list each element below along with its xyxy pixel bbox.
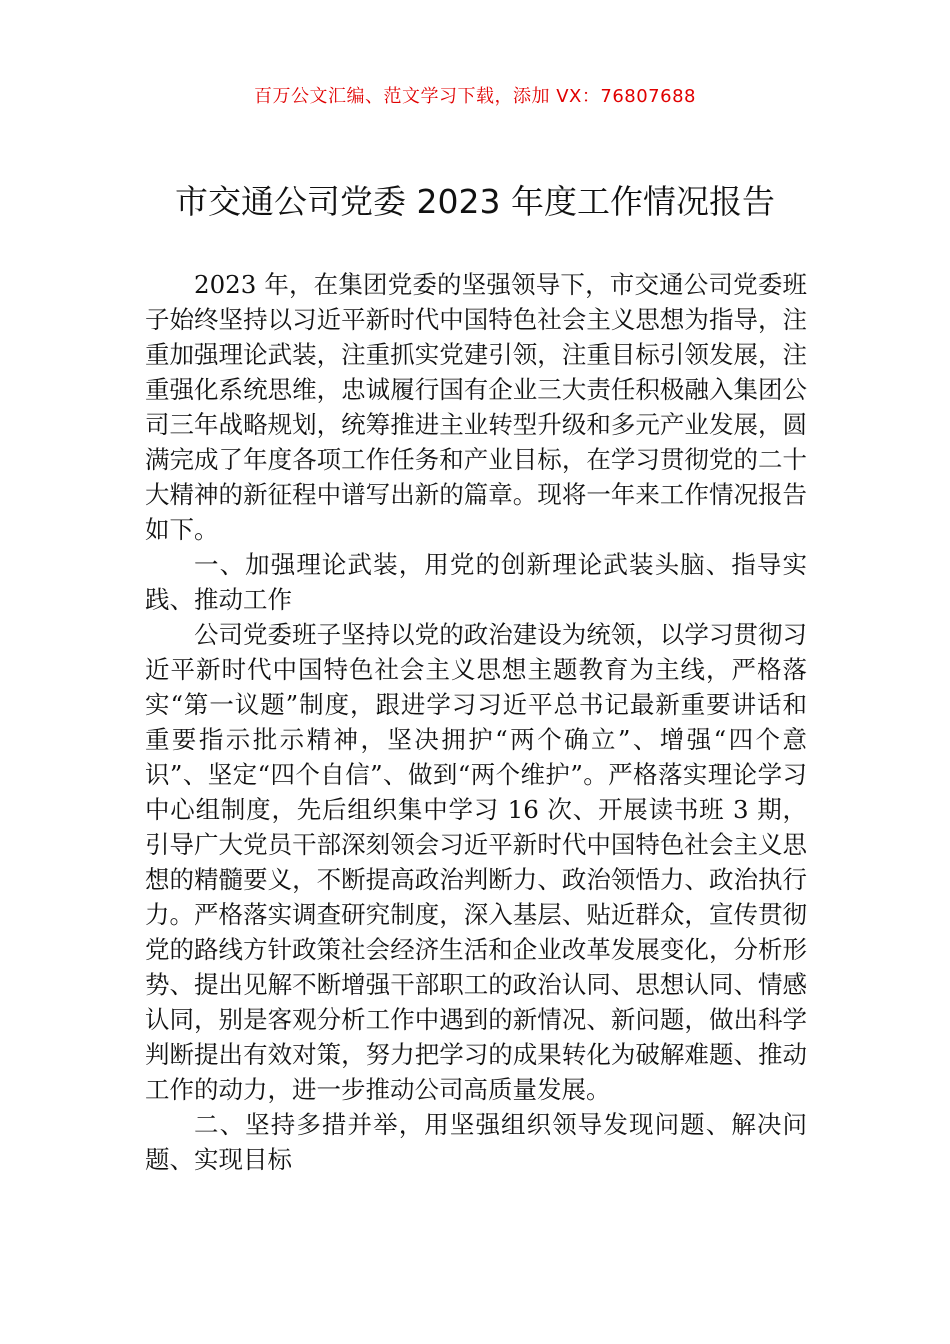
- promo-banner: 百万公文汇编、范文学习下载，添加 VX：76807688: [254, 86, 696, 107]
- document-body: [145, 267, 807, 1177]
- section-1-paragraph: 公司党委班子坚持以党的政治建设为统领，以学习贯彻习近平新时代中国特色社会主义思想主题教育为主线，严格落实“第一议题”制度，跟进学习习近平总书记最新重要讲话和重要指示批示精神，坚决拥护“两个确立”、增强“四个意识”、坚定“四个自信”、做到“两个维护”。严格落实理论学习中心组制度，先后组织集中学习 16 次、开展读书班 3 期，引导广大党员干部深刻领会习近平新时代中国特色社会主义思想的精髓要义，不断提高政治判断力、政治领悟力、政治执行力。严格落实调查研究制度，深入基层、贴近群众，宣传贯彻党的路线方针政策社会经济生活和企业改革发展变化，分析形势、提出见解不断增强干部职工的政治认同、思想认同、情感认同，别是客观分析工作中遇到的新情况、新问题，做出科学判断提出有效对策，努力把学习的成果转化为破解难题、推动工作的动力，进一步推动公司高质量发展。: [145, 620, 807, 1104]
- intro-paragraph: 2023 年，在集团党委的坚强领导下，市交通公司党委班子始终坚持以习近平新时代中国特色社会主义思想为指导，注重加强理论武装，注重抓实党建引领，注重目标引领发展，注重强化系统思维，忠诚履行国有企业三大责任积极融入集团公司三年战略规划，统筹推进主业转型升级和多元产业发展，圆满完成了年度各项工作任务和产业目标，在学习贯彻党的二十大精神的新征程中谱写出新的篇章。现将一年来工作情况报告如下。: [145, 270, 807, 544]
- document-title: 市交通公司党委 2023 年度工作情况报告: [175, 182, 775, 221]
- section-heading-2: 二、坚持多措并举，用坚强组织领导发现问题、解决问题、实现目标: [145, 1110, 807, 1174]
- section-heading-1: 一、加强理论武装，用党的创新理论武装头脑、指导实践、推动工作: [145, 550, 807, 614]
